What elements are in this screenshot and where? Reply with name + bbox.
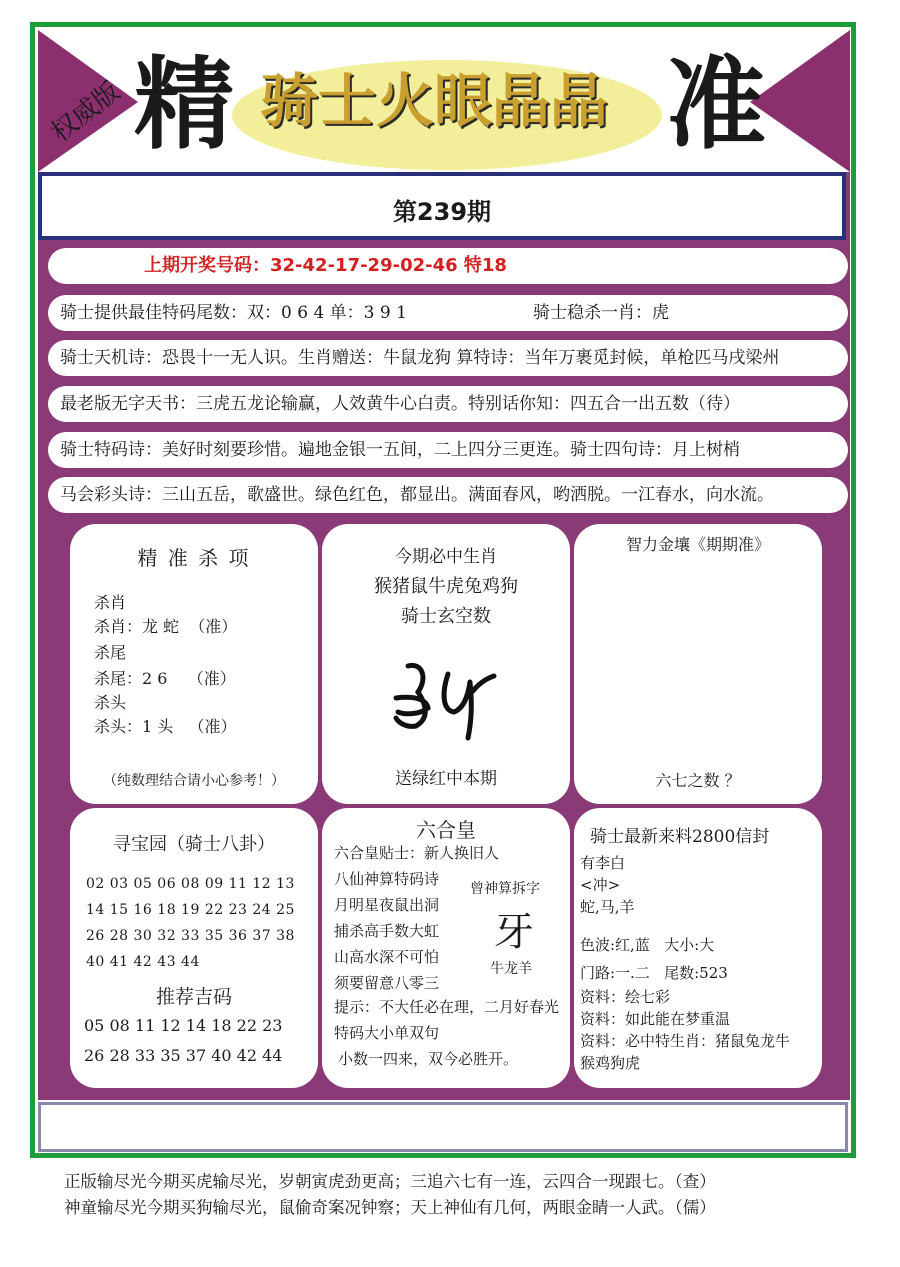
treasure-numbers: 26 28 30 32 33 35 36 37 38 [86, 928, 295, 944]
treasure-numbers: 40 41 42 43 44 [86, 954, 200, 970]
tail-right-text: 骑士稳杀一肖：虎 [533, 303, 669, 323]
kill-line: 杀尾：2 6 （准） [94, 669, 236, 688]
letter-wave: 色波:红,蓝 大小:大 [580, 936, 715, 954]
tail-row [48, 295, 848, 331]
tail-left-text: 骑士提供最佳特码尾数：双：0 6 4 单：3 9 1 [60, 303, 407, 323]
authority-badge: 权威版 [45, 76, 126, 149]
last-draw-row [48, 248, 848, 284]
letter-title: 骑士最新来料2800信封 [590, 827, 770, 847]
book-text: 最老版无字天书：三虎五龙论输赢，人效黄牛心白责。特别话你知：四五合一出五数（待） [60, 394, 740, 414]
liuhe-line-a: 特码大小单双句 [334, 1024, 440, 1042]
split-answer: 牛龙羊 [490, 961, 532, 977]
zodiac-footer: 送绿红中本期 [395, 769, 497, 789]
letter-road: 门路:一.二 尾数:523 [580, 964, 728, 982]
kill-panel [70, 524, 318, 804]
special-poem-text: 骑士特码诗：美好时刻要珍惜。遍地金银一五间，二上四分三更连。骑士四句诗：月上树梢 [60, 440, 740, 460]
poem-text: 骑士天机诗：恐畏十一无人识。生肖赠送：牛鼠龙狗 算特诗：当年万裹觅封候，单枪匹马戌梁州 [60, 348, 780, 368]
left-title-char: 精 [134, 45, 234, 163]
kill-note: （纯数理结合请小心参考！） [103, 773, 285, 789]
last-draw-text: 上期开奖号码：32-42-17-29-02-46 特18 [144, 255, 507, 276]
split-label: 曾神算拆字 [470, 881, 540, 897]
right-title-char: 准 [666, 45, 766, 163]
treasure-numbers: 02 03 05 06 08 09 11 12 13 [86, 876, 295, 892]
letter-info: 资料：如此能在梦重温 [580, 1010, 731, 1028]
book-row [48, 386, 848, 422]
letter-panel [574, 808, 822, 1088]
kill-title: 精 准 杀 项 [137, 546, 251, 570]
liuhe-panel [322, 808, 570, 1088]
liuhe-line: 八仙神算特码诗 [334, 870, 440, 888]
horse-poem-row [48, 477, 848, 513]
zodiac-panel [322, 524, 570, 804]
letter-info: 资料：必中特生肖：猪鼠兔龙牛 [580, 1032, 791, 1050]
header-banner [38, 30, 850, 172]
liuhe-line: 山高水深不可怕 [334, 948, 440, 966]
liuhe-line: 六合皇贴士：新人换旧人 [334, 844, 500, 862]
letter-info: 猴鸡狗虎 [580, 1054, 641, 1072]
kill-line: 杀尾 [94, 643, 127, 662]
liuhe-title: 六合皇 [416, 818, 476, 842]
recommended-numbers: 05 08 11 12 14 18 22 23 [84, 1016, 283, 1035]
letter-line: <冲> [580, 876, 621, 894]
issue-box [38, 172, 846, 240]
main-title: 骑士火眼晶晶 [260, 67, 609, 135]
liuhe-line: 须要留意八零三 [334, 974, 440, 992]
footer-line: 正版输尽光今期买虎输尽光，岁朝寅虎劲更高；三追六七有一连，云四合一现跟七。（查） [64, 1172, 716, 1191]
kill-line: 杀头：1 头 （准） [94, 717, 237, 736]
letter-line: 蛇,马,羊 [580, 898, 635, 916]
liuhe-line-b: 小数一四来，双今必胜开。 [338, 1050, 519, 1068]
recommended-numbers: 26 28 33 35 37 40 42 44 [84, 1046, 283, 1065]
bottom-empty-box [38, 1102, 848, 1152]
wisdom-footer: 六七之数 ？ [655, 771, 741, 790]
handwritten-scribble [388, 652, 508, 742]
liuhe-hint: 提示：不大任必在理，二月好春光 [334, 998, 560, 1016]
split-char: 牙 [494, 909, 534, 955]
kill-line: 杀肖：龙 蛇 （准） [94, 617, 238, 636]
letter-line: 有李白 [580, 854, 626, 872]
zodiac-line: 骑士玄空数 [401, 606, 491, 627]
issue-number: 第239期 [392, 198, 492, 226]
special-poem-row [48, 432, 848, 468]
kill-line: 杀肖 [94, 593, 127, 612]
poem-row [48, 340, 848, 376]
wisdom-title: 智力金壤《期期准》 [625, 535, 770, 554]
recommended-title: 推荐吉码 [155, 986, 232, 1008]
zodiac-line: 今期必中生肖 [395, 547, 497, 567]
footer-line: 神童输尽光今期买狗输尽光，鼠偷奇案况钟察；天上神仙有几何，两眼金睛一人武。（儒） [64, 1198, 716, 1217]
treasure-numbers: 14 15 16 18 19 22 23 24 25 [86, 902, 295, 918]
treasure-panel [70, 808, 318, 1088]
liuhe-line: 月明星夜鼠出洞 [334, 896, 440, 914]
wisdom-panel [574, 524, 822, 804]
treasure-title: 寻宝园（骑士八卦） [113, 834, 275, 855]
zodiac-line: 猴猪鼠牛虎兔鸡狗 [374, 576, 518, 597]
liuhe-line: 捕杀高手数大虹 [334, 922, 440, 940]
kill-line: 杀头 [94, 693, 127, 712]
horse-poem-text: 马会彩头诗：三山五岳，歌盛世。绿色红色，都显出。满面春风，哟洒脱。一江春水，向水流。 [60, 485, 774, 505]
letter-info: 资料：绘七彩 [580, 988, 671, 1006]
